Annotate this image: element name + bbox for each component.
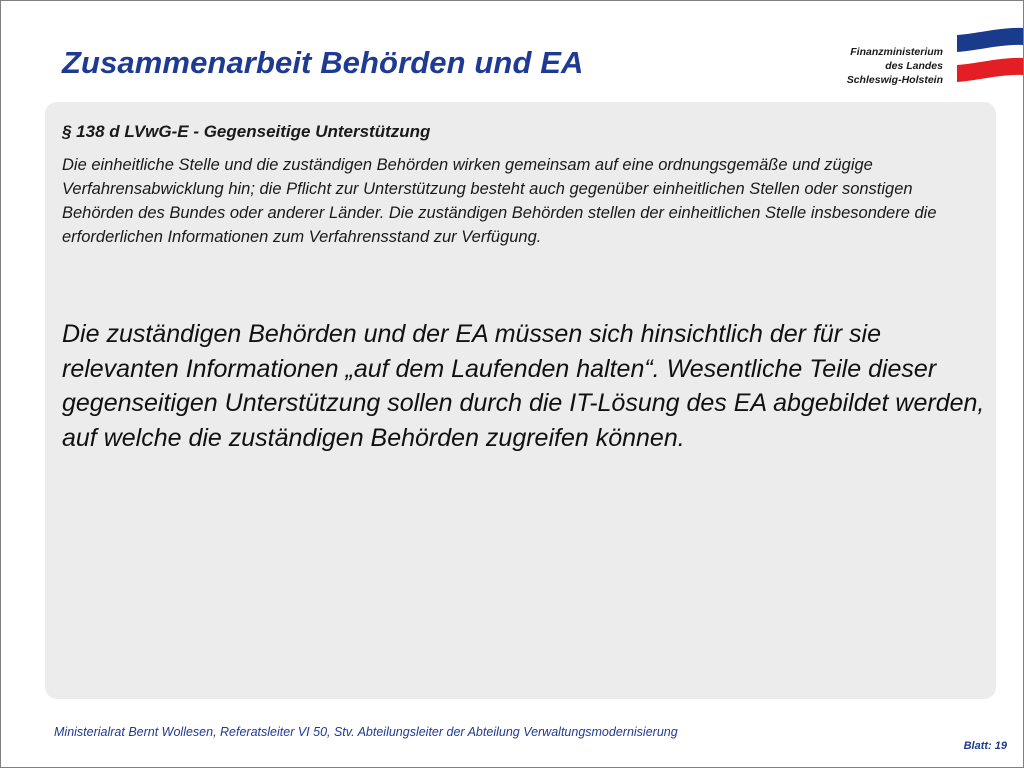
page-number: Blatt: 19	[963, 740, 1007, 752]
schleswig-holstein-flag-logo	[956, 27, 1024, 82]
flag-blue-stripe	[957, 28, 1024, 52]
ministry-line-2: des Landes	[885, 60, 943, 72]
section-heading: § 138 d LVwG-E - Gegenseitige Unterstützung	[62, 122, 431, 141]
ministry-label	[847, 45, 943, 87]
footer-author: Ministerialrat Bernt Wollesen, Referatsleiter VI 50, Stv. Abteilungsleiter der Abteilung Verwaltungsmodernisierung	[54, 725, 678, 739]
key-statement: Die zuständigen Behörden und der EA müssen sich hinsichtlich der für sie relevanten Informationen „auf dem Laufenden halten“. Wesentliche Teile dieser gegenseitigen Unterstützung sollen durch die IT-Lösung des EA abgebildet werden, auf welche die zuständigen Behörden zugreifen können.	[62, 320, 985, 452]
slide-title: Zusammenarbeit Behörden und EA	[62, 45, 584, 80]
legal-text-paragraph: Die einheitliche Stelle und die zuständigen Behörden wirken gemeinsam auf eine ordnungsgemäße und zügige Verfahrensabwicklung hin; die Pflicht zur Unterstützung besteht auch gegenüber einheitlichen Stellen oder sonstigen Behörden des Bundes oder anderer Länder. Die zuständigen Behörden stellen der einheitlichen Stelle insbesondere die erforderlichen Informationen zum Verfahrensstand zur Verfügung.	[62, 156, 937, 246]
ministry-line-3: Schleswig-Holstein	[846, 74, 943, 86]
ministry-line-1: Finanzministerium	[850, 46, 943, 58]
flag-red-stripe	[957, 58, 1024, 82]
content-panel	[45, 102, 996, 699]
